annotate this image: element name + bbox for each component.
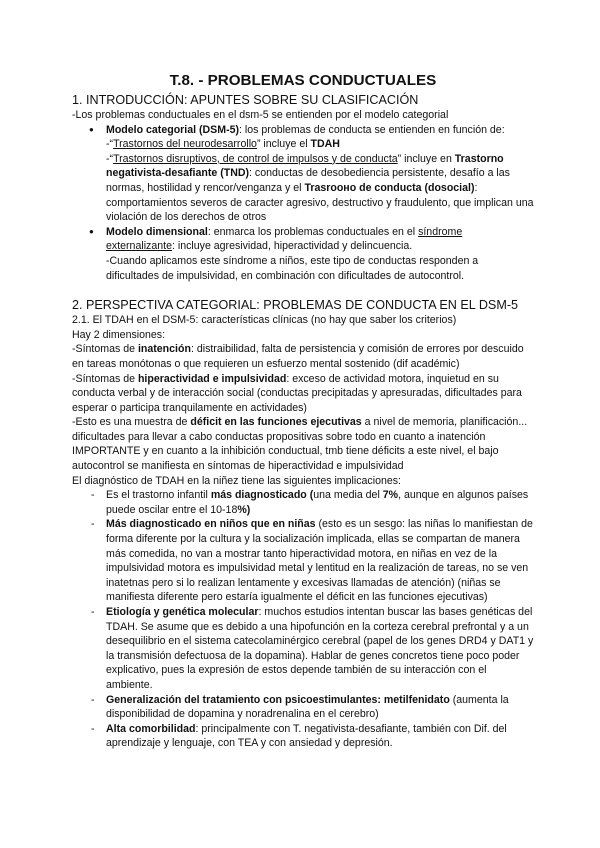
- text: -Esto es una muestra de: [72, 416, 191, 429]
- bold-text: TDAH: [310, 138, 340, 151]
- bold-text: Etiología y genética molecular: [106, 606, 259, 618]
- bold-text: Generalización del tratamiento con psicoestimulantes: metilfenidato: [106, 693, 450, 706]
- text: una media del: [313, 489, 383, 502]
- list-item: [72, 722, 534, 751]
- bold-text: Modelo dimensional: [106, 225, 208, 238]
- section-1-bullets: [72, 123, 534, 284]
- text: -Cuando aplicamos este síndrome a niños, este tipo de conductas responden a dificultades de impulsividad, en combinación con dificultades de autocontrol.: [106, 254, 479, 282]
- text: -“: [106, 138, 114, 151]
- dimensions-line: Hay 2 dimensiones:: [72, 328, 166, 341]
- list-item: [72, 488, 534, 517]
- underlined-text: Trastornos disruptivos, de control de impulsos y de conducta: [113, 152, 398, 165]
- bold-text: Más diagnosticado en niños que en niñas: [106, 518, 316, 531]
- section-1-intro: -Los problemas conductuales en el dsm-5 se entienden por el modelo categorial: [72, 109, 449, 121]
- bullet-categorial: [72, 123, 534, 225]
- spacer: [72, 283, 534, 297]
- paragraph-hiperactividad: [72, 372, 534, 416]
- list-item: [72, 517, 534, 605]
- paragraph-funciones-ejecutivas: [72, 415, 534, 473]
- implicaciones-list: [72, 488, 534, 751]
- list-item: [72, 693, 534, 722]
- bold-text: Alta comorbilidad: [106, 722, 196, 735]
- text: : los problemas de conducta se entienden en función de:: [239, 123, 505, 136]
- bold-text: inatención: [137, 343, 191, 356]
- bold-text: Trastorno negativista-desafiante (TND): [106, 152, 504, 180]
- text: (aumenta la disponibilidad de dopamina y noradrenalina en el cerebro): [106, 693, 509, 721]
- text: (esto es un sesgo: las niñas lo manifiestan de forma diferente por la cultura y la socialización implicada, ellas se compartan de manera más comedida, no van a mostrar tanto hiperactividad motora, en niñas en vez de la impulsividad motora es impulsividad metal y lentitud en la realización de tareas, no se ven inatetnas pero si lo realizan lentamente y excesivas llamadas de atención) (niñas se manifiesta diferente pero estaría igualmente el déficit en las funciones ejecutivas): [106, 518, 533, 604]
- bold-text: déficit en las funciones ejecutivas: [190, 416, 362, 429]
- bullet-dimensional: [72, 225, 534, 283]
- text: : comportamientos severos de caracter agresivo, destructivo y fraudulento, que implican una violación de los derechos de otros: [106, 181, 534, 224]
- text: -Síntomas de: [72, 343, 138, 356]
- text: : incluye agresividad, hiperactividad y delincuencia.: [171, 240, 413, 253]
- document-page: [72, 72, 534, 751]
- text: : conductas de desobediencia persistente, desafío a las normas, hostilidad y rencor/venganza y el: [106, 167, 510, 194]
- section-1-heading: 1. INTRODUCCIÓN: APUNTES SOBRE SU CLASIFICACIÓN: [72, 93, 419, 107]
- text: ” incluye el: [256, 138, 311, 151]
- text: : distraibilidad, falta de persistencia y comisión de errores por descuido en tareas monótonas o que requieren un esfuerzo mental sostenido (dif académic): [72, 343, 524, 370]
- list-item: [72, 605, 534, 693]
- text: : exceso de actividad motora, inquietud en su conducta verbal y de interacción social (conductas precipitadas y apresuradas, dificultades para esperar o participa tranquilamente en actividades): [72, 372, 522, 414]
- text: Es el trastorno infantil: [106, 489, 211, 502]
- text: a nivel de memoria, planificación... dificultades para llevar a cabo conductas propositivas sobre todo en cuanto a inatención IMPORTANTE y en cuanto a la inhibición conductual, tmb tiene déficits a este nivel, el bajo autocontrol se manifiesta en síntomas de hiperactividad e impulsividad: [72, 416, 528, 473]
- text: : muchos estudios intentan buscar las bases genéticas del TDAH. Se asume que es debido a una hipofunción en la corteza cerebral prefrontal y a un desequilibrio en el sistema catecolaminérgico cerebral (papel de los genes DRD4 y DAT1 y la transmisión defectuosa de la dopamina). Hablar de genes concretos tiene poco poder explicativo, pues la expresión de estos depende también de su interacción con el ambiente.: [106, 606, 534, 691]
- bold-text: Trasrooно de conducta (dosocial): [304, 181, 475, 194]
- text: : principalmente con T. negativista-desafiante, también con Dif. del aprendizaje y lenguaje, con TEA y con ansiedad y depresión.: [106, 722, 507, 750]
- text: : enmarca los problemas conductuales en el: [207, 225, 419, 238]
- paragraph-implicaciones: El diagnóstico de TDAH en la niñez tiene las siguientes implicaciones:: [72, 474, 401, 487]
- section-2-subheading: 2.1. El TDAH en el DSM-5: características clínicas (no hay que saber los criterios): [72, 314, 457, 327]
- text: -Síntomas de: [72, 372, 138, 385]
- text: , aunque en algunos países puede oscilar entre el 10-18: [106, 489, 529, 516]
- underlined-text: síndrome externalizante: [106, 225, 463, 253]
- bold-text: %): [237, 503, 251, 516]
- bold-text: hiperactividad e impulsividad: [137, 372, 287, 385]
- bold-text: 7%: [382, 489, 399, 502]
- text: -“: [106, 152, 114, 165]
- bold-text: Modelo categorial (DSM-5): [106, 123, 240, 136]
- text: ” incluye en: [397, 152, 455, 165]
- section-2-heading: 2. PERSPECTIVA CATEGORIAL: PROBLEMAS DE CONDUCTA EN EL DSM-5: [72, 298, 519, 313]
- underlined-text: Trastornos del neurodesarrollo: [113, 138, 257, 151]
- bold-text: más diagnosticado (: [210, 489, 314, 502]
- paragraph-inatencion: [72, 342, 534, 371]
- document-title: T.8. - PROBLEMAS CONDUCTUALES: [169, 72, 437, 89]
